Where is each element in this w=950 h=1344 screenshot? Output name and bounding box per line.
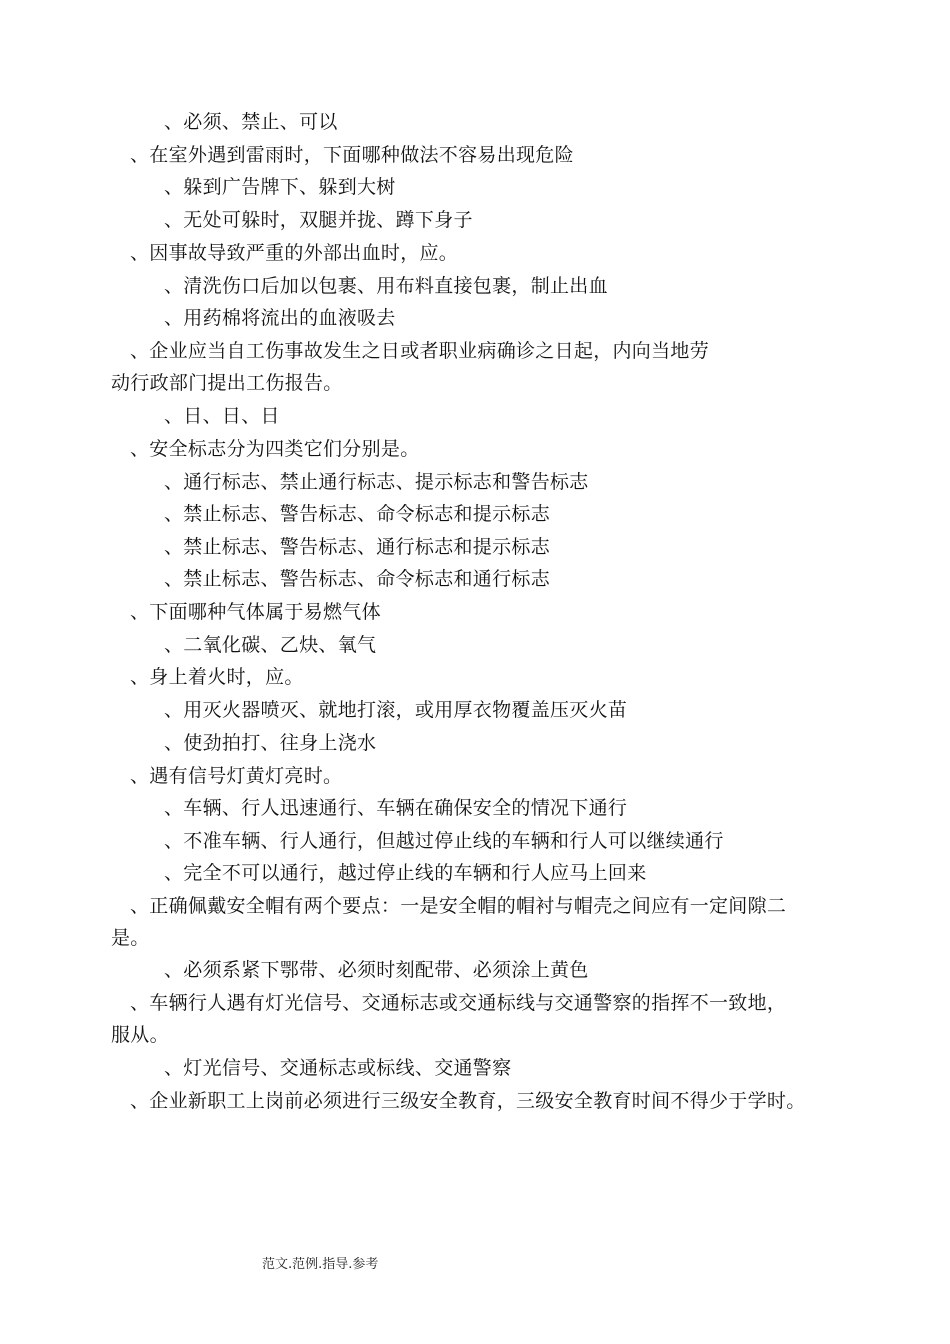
option-line: 、二氧化碳、乙炔、氧气 [164, 634, 377, 656]
page-footer: 范文.范例.指导.参考 [262, 1257, 379, 1272]
question-line: 、因事故导致严重的外部出血时，应。 [130, 242, 459, 264]
option-line: 、日、日、日 [164, 405, 280, 427]
option-line: 、车辆、行人迅速通行、车辆在确保安全的情况下通行 [164, 797, 628, 819]
option-line: 、完全不可以通行，越过停止线的车辆和行人应马上回来 [164, 862, 647, 884]
question-continuation-line: 是。 [111, 927, 150, 949]
option-line: 、用药棉将流出的血液吸去 [164, 307, 396, 329]
option-line: 、通行标志、禁止通行标志、提示标志和警告标志 [164, 471, 589, 493]
question-line: 、遇有信号灯黄灯亮时。 [130, 765, 343, 787]
question-line: 、企业新职工上岗前必须进行三级安全教育，三级安全教育时间不得少于学时。 [130, 1090, 806, 1112]
option-line: 、禁止标志、警告标志、通行标志和提示标志 [164, 536, 551, 558]
question-line: 、在室外遇到雷雨时，下面哪种做法不容易出现危险 [130, 144, 574, 166]
question-line: 、企业应当自工伤事故发生之日或者职业病确诊之日起，内向当地劳 [130, 340, 710, 362]
option-line: 、禁止标志、警告标志、命令标志和通行标志 [164, 568, 551, 590]
option-line: 、禁止标志、警告标志、命令标志和提示标志 [164, 503, 551, 525]
option-line: 、清洗伤口后加以包裹、用布料直接包裹，制止出血 [164, 275, 608, 297]
option-line: 、必须、禁止、可以 [164, 111, 338, 133]
question-line: 、车辆行人遇有灯光信号、交通标志或交通标线与交通警察的指挥不一致地， [130, 992, 787, 1014]
question-continuation-line: 服从。 [111, 1024, 169, 1046]
option-line: 、灯光信号、交通标志或标线、交通警察 [164, 1057, 512, 1079]
option-line: 、不准车辆、行人通行，但越过停止线的车辆和行人可以继续通行 [164, 830, 724, 852]
option-line: 、必须系紧下鄂带、必须时刻配带、必须涂上黄色 [164, 959, 589, 981]
option-line: 、使劲拍打、往身上浇水 [164, 732, 377, 754]
question-continuation-line: 动行政部门提出工伤报告。 [111, 372, 343, 394]
question-line: 、身上着火时，应。 [130, 666, 304, 688]
question-line: 、安全标志分为四类它们分别是。 [130, 438, 420, 460]
option-line: 、无处可躲时，双腿并拢、蹲下身子 [164, 209, 473, 231]
option-line: 、躲到广告牌下、躲到大树 [164, 176, 396, 198]
question-line: 、下面哪种气体属于易燃气体 [130, 601, 381, 623]
question-line: 、正确佩戴安全帽有两个要点：一是安全帽的帽衬与帽壳之间应有一定间隙二 [130, 895, 787, 917]
option-line: 、用灭火器喷灭、就地打滚，或用厚衣物覆盖压灭火苗 [164, 699, 628, 721]
